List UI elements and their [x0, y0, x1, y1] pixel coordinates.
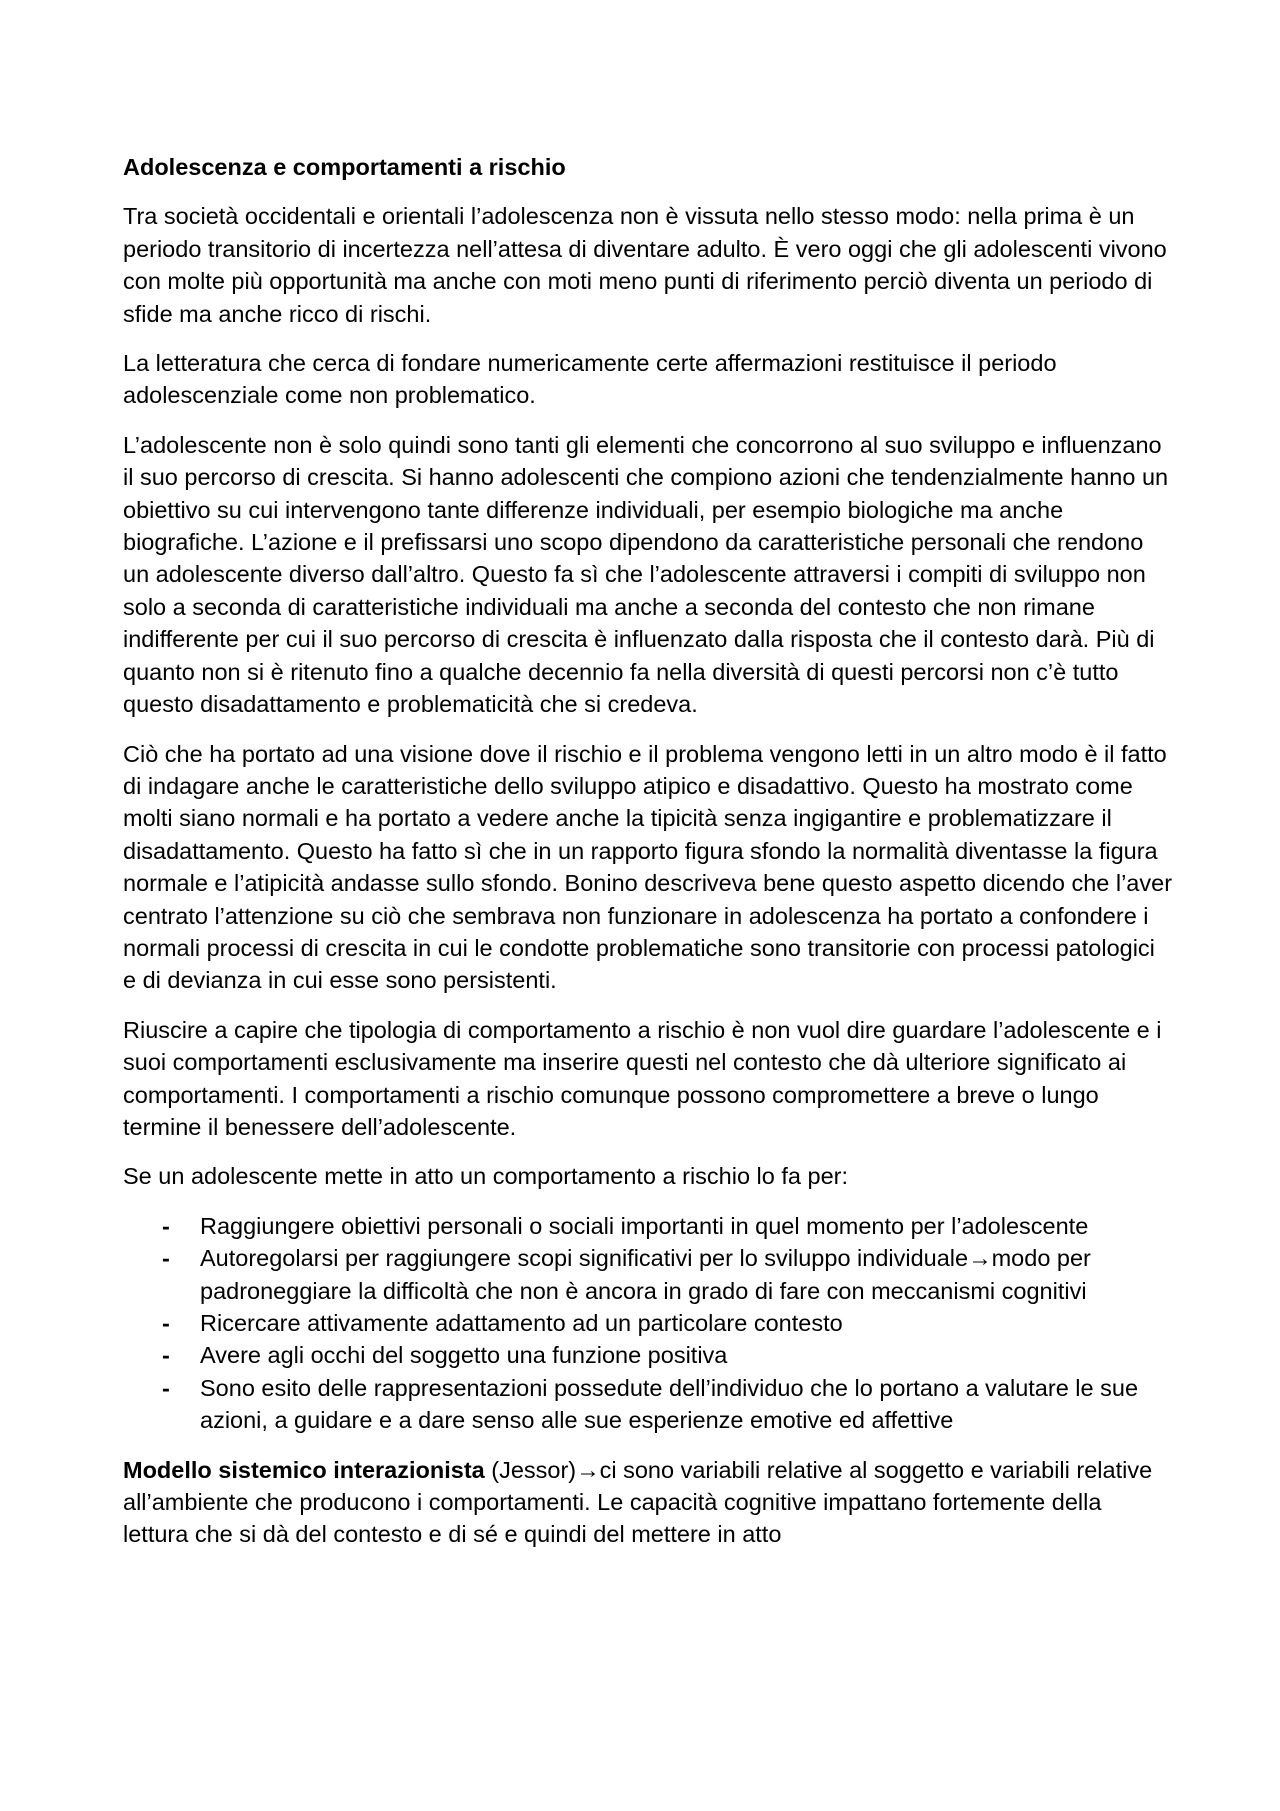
paragraph-development: L’adolescente non è solo quindi sono tanti gli elementi che concorrono al suo sviluppo e influenzano il suo percorso di crescita. Si hanno adolescenti che compiono azioni che tendenzialmente hanno un obiettivo su cui intervengono tante differenze individuali, per esempio biologiche ma anche biografiche. L’azione e il prefissarsi uno scopo dipendono da caratteristiche personali che rendono un adolescente diverso dall’altro. Questo fa sì che l’adolescente attraversi i compiti di sviluppo non solo a seconda di caratteristiche individuali ma anche a seconda del contesto che non rimane indifferente per cui il suo percorso di crescita è influenzato dalla risposta che il contesto darà. Più di quanto non si è ritenuto fino a qualche decennio fa nella diversità di questi percorsi non c’è tutto questo disadattamento e problematicità che si credeva. — [123, 431, 1169, 718]
paragraph-literature: La letteratura che cerca di fondare numericamente certe affermazioni restituisce il periodo adolescenziale come non problematico. — [123, 350, 1057, 409]
bullet-marker: - — [162, 1310, 170, 1336]
list-item-text: Raggiungere obiettivi personali o sociali importanti in quel momento per l’adolescente — [200, 1212, 1089, 1239]
list-item — [123, 1242, 1173, 1307]
bullet-marker: - — [162, 1245, 170, 1272]
model-description: (Jessor)→ci sono variabili relative al soggetto e variabili relative all’ambiente che producono i comportamenti. Le capacità cognitive impattano fortemente della lettura che si dà del contesto e di sé e quindi del mettere in atto — [123, 1456, 1153, 1548]
list-item — [123, 1210, 1173, 1242]
paragraph-list-intro: Se un adolescente mette in atto un comportamento a rischio lo fa per: — [123, 1163, 849, 1190]
list-item — [123, 1372, 1173, 1437]
bullet-marker: - — [162, 1212, 170, 1239]
model-term: Modello sistemico interazionista — [123, 1456, 485, 1483]
list-item-text: Avere agli occhi del soggetto una funzione positiva — [200, 1342, 728, 1369]
document-body — [123, 151, 1173, 1568]
list-item — [123, 1307, 1173, 1339]
paragraph-intro: Tra società occidentali e orientali l’adolescenza non è vissuta nello stesso modo: nella prima è un periodo transitorio di incertezza nell’attesa di diventare adulto. È vero oggi che gli adolescenti vivono con molte più opportunità ma anche con moti meno punti di riferimento perciò diventa un periodo di sfide ma anche ricco di rischi. — [123, 203, 1167, 327]
document-heading: Adolescenza e comportamenti a rischio — [123, 154, 566, 180]
bullet-marker: - — [162, 1374, 170, 1401]
paragraph-model — [123, 1454, 1173, 1551]
paragraph-atypical: Ciò che ha portato ad una visione dove il rischio e il problema vengono letti in un altro modo è il fatto di indagare anche le caratteristiche dello sviluppo atipico e disadattivo. Questo ha mostrato come molti siano normali e ha portato a vedere anche la tipicità senza ingigantire e problematizzare il disadattamento. Questo ha fatto sì che in un rapporto figura sfondo la normalità diventasse la figura normale e l’atipicità andasse sullo sfondo. Bonino descriveva bene questo aspetto dicendo che l’aver centrato l’attenzione su ciò che sembrava non funzionare in adolescenza ha portato a confondere i normali processi di crescita in cui le condotte problematiche sono transitorie con processi patologici e di devianza in cui esse sono persistenti. — [123, 740, 1173, 994]
list-item — [123, 1339, 1173, 1371]
bullet-marker: - — [162, 1342, 170, 1369]
list-item-text: Ricercare attivamente adattamento ad un particolare contesto — [200, 1310, 843, 1336]
reasons-list — [123, 1210, 1173, 1437]
paragraph-context: Riuscire a capire che tipologia di comportamento a rischio è non vuol dire guardare l’adolescente e i suoi comportamenti esclusivamente ma inserire questi nel contesto che dà ulteriore significato ai comportamenti. I comportamenti a rischio comunque possono compromettere a breve o lungo termine il benessere dell’adolescente. — [123, 1016, 1162, 1140]
list-item-text: Sono esito delle rappresentazioni possedute dell’individuo che lo portano a valutare le sue azioni, a guidare e a dare senso alle sue esperienze emotive ed affettive — [200, 1374, 1139, 1434]
list-item-text: Autoregolarsi per raggiungere scopi significativi per lo sviluppo individuale→modo per padroneggiare la difficoltà che non è ancora in grado di fare con meccanismi cognitivi — [200, 1245, 1091, 1304]
